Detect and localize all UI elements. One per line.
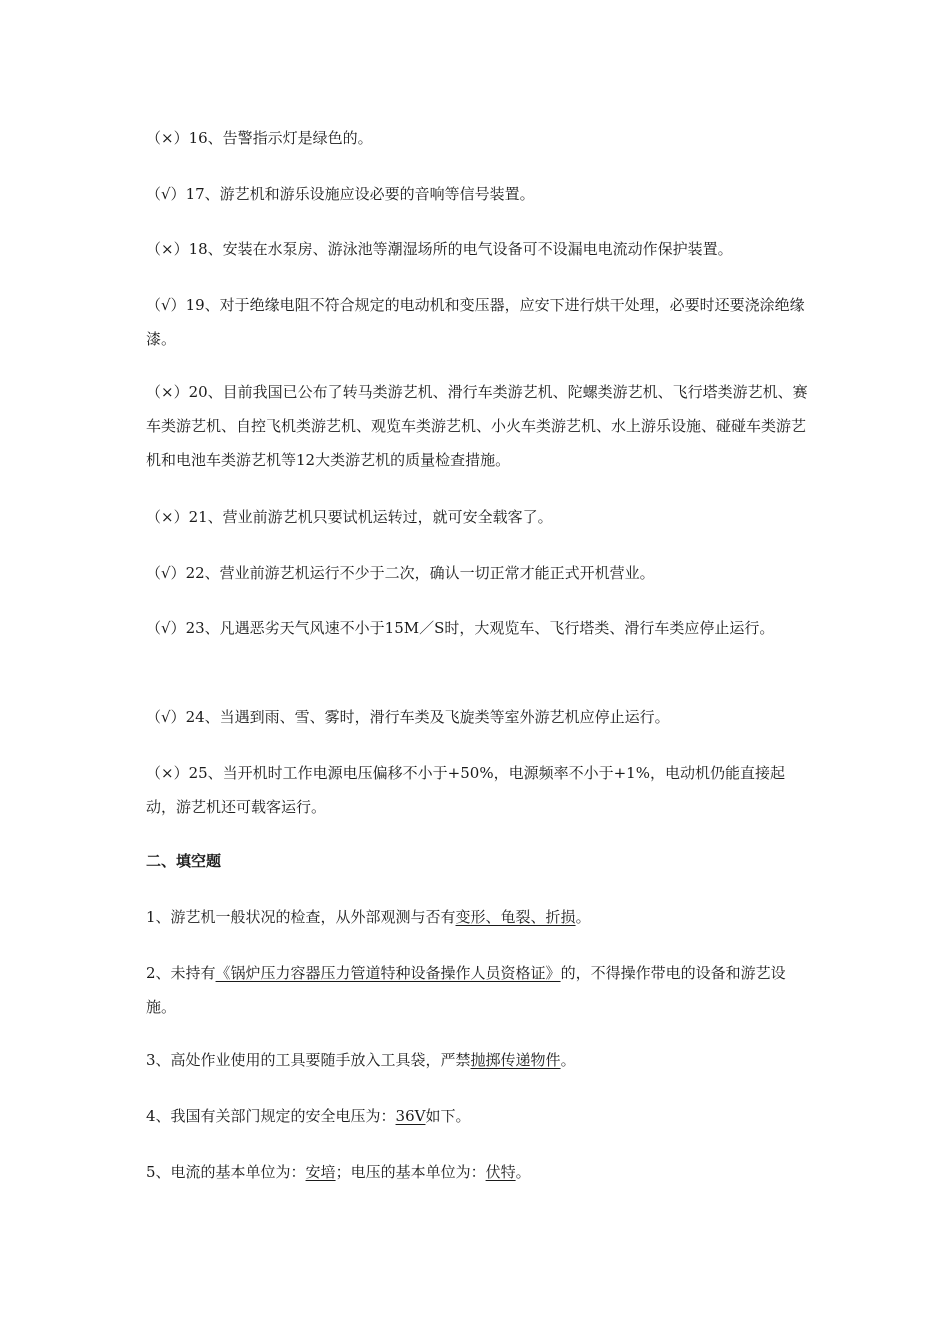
section-heading: 二、填空题 [146,852,222,870]
question-text: 5、电流的基本单位为： [146,1163,306,1181]
question-text: 1、游艺机一般状况的检查，从外部观测与否有 [146,908,456,926]
fill-answer: 变形、龟裂、折损 [455,908,576,926]
answer-mark: （×） [146,383,189,401]
question-text: 17、游艺机和游乐设施应设必要的音响等信号装置。 [185,185,535,203]
tf-item-16 [146,121,811,155]
question-text: 21、营业前游艺机只要试机运转过，就可安全载客了。 [188,508,553,526]
answer-mark: （√） [146,619,186,637]
answer-mark: （×） [146,129,189,147]
question-text-end: 如下。 [425,1107,471,1125]
answer-mark: （×） [146,240,189,258]
tf-item-21 [146,500,811,534]
fill-answer: 安培 [305,1163,336,1181]
question-text: 16、告警指示灯是绿色的。 [188,129,373,147]
tf-item-22 [146,556,811,590]
answer-mark: （×） [146,508,189,526]
question-text: 24、当遇到雨、雪、雾时，滑行车类及飞旋类等室外游艺机应停止运行。 [185,708,670,726]
question-text-end: 的，不得操作带电的设备和游艺设施。 [146,964,786,1016]
answer-mark: （√） [146,564,186,582]
question-text: 25、当开机时工作电源电压偏移不小于+50%，电源频率不小于+1%，电动机仍能直接起动，游艺机还可载客运行。 [146,764,785,816]
fill-item-1 [146,900,811,934]
answer-mark: （×） [146,764,189,782]
answer-mark: （√） [146,708,186,726]
question-text-end: 。 [560,1051,576,1069]
tf-item-25 [146,756,811,824]
question-text: 20、目前我国已公布了转马类游艺机、滑行车类游艺机、陀螺类游艺机、飞行塔类游艺机、赛车类游艺机、自控飞机类游艺机、观览车类游艺机、小火车类游艺机、水上游乐设施、碰碰车类游艺机和电池车类游艺机等12大类游艺机的质量检查措施。 [146,383,808,469]
question-text: 23、凡遇恶劣天气风速不小于15M／S时，大观览车、飞行塔类、滑行车类应停止运行。 [185,619,775,637]
fill-item-4 [146,1099,811,1133]
question-text-end: 。 [515,1163,531,1181]
fill-item-5 [146,1155,811,1189]
question-text: 19、对于绝缘电阻不符合规定的电动机和变压器，应安下进行烘干处理，必要时还要浇涂绝缘漆。 [146,296,805,348]
question-text-middle: ；电压的基本单位为： [335,1163,486,1181]
fill-answer: 抛掷传递物件 [470,1051,561,1069]
fill-answer: 伏特 [485,1163,516,1181]
tf-item-19 [146,288,811,356]
answer-mark: （√） [146,296,186,314]
question-text-end: 。 [575,908,591,926]
fill-answer: 36V [395,1107,426,1125]
question-text: 2、未持有 [146,964,216,982]
fill-item-3 [146,1043,811,1077]
tf-item-18 [146,232,811,266]
fill-answer: 《锅炉压力容器压力管道特种设备操作人员资格证》 [215,964,561,982]
tf-item-20 [146,375,811,477]
tf-item-24 [146,700,811,734]
question-text: 18、安装在水泵房、游泳池等潮湿场所的电气设备可不设漏电电流动作保护装置。 [188,240,733,258]
question-text: 22、营业前游艺机运行不少于二次，确认一切正常才能正式开机营业。 [185,564,655,582]
tf-item-23 [146,611,811,645]
answer-mark: （√） [146,185,186,203]
fill-item-2 [146,956,811,1024]
question-text: 4、我国有关部门规定的安全电压为： [146,1107,396,1125]
tf-item-17 [146,177,811,211]
question-text: 3、高处作业使用的工具要随手放入工具袋，严禁 [146,1051,471,1069]
